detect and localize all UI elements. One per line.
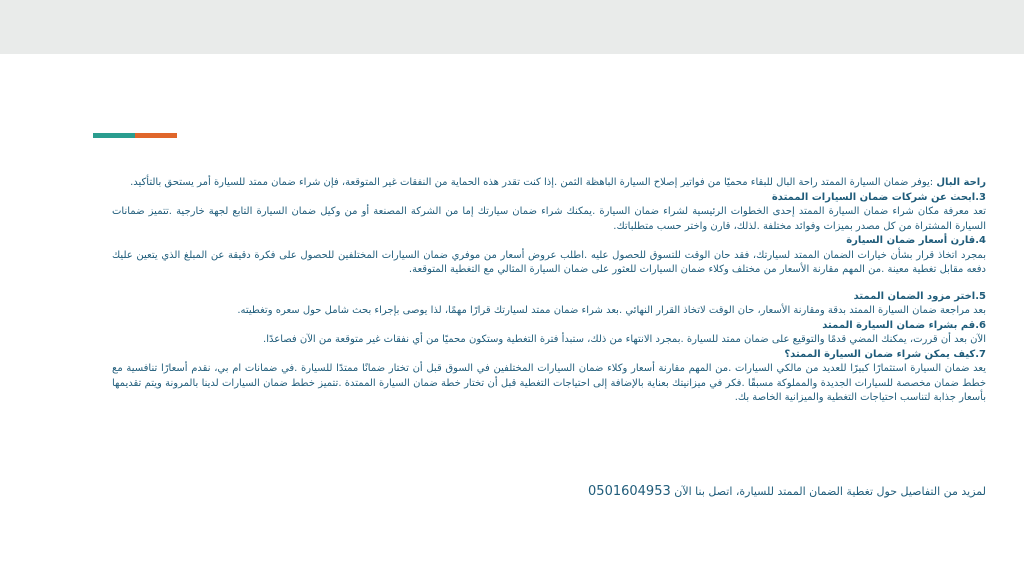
contact-line: [112, 484, 986, 500]
section-3-heading: 3.ابحث عن شركات ضمان السيارات الممتدة: [771, 191, 986, 203]
section-7-heading: 7.كيف يمكن شراء ضمان السيارة الممتد؟: [784, 348, 986, 360]
intro-paragraph: [112, 176, 986, 191]
section-7-text: يعد ضمان السيارة استثمارًا كبيرًا للعديد من مالكي السيارات .من المهم مقارنة أسعار وكلاء ضمان السيارات المختلفين في السوق قبل أن تختار ضمانًا ممتدًا للسيارة .في ضمانات ام بي، نقدم أسعارًا تنافسية مع خطط ضمان مخصصة للسيارات الجديدة والمملوكة مسبقًا .فكر في ميزانيتك بعناية بالإضافة إلى احتياجات التغطية قبل أن تختار خطة ضمان السيارة الممتدة .تتميز خطط ضمان السيارات لدينا بالمرونة ويتم تقديمها بأسعار جذابة لتناسب احتياجات التغطية والميزانية الخاصة بك.: [112, 363, 986, 403]
section-4-heading: 4.قارن أسعار ضمان السيارة: [846, 235, 986, 246]
section-6-heading: 6.قم بشراء ضمان السيارة الممتد: [822, 319, 986, 331]
section-5-heading: 5.اختر مزود الضمان الممتد: [853, 290, 986, 302]
intro-text: :يوفر ضمان السيارة الممتد راحة البال للبقاء محميًا من فواتير إصلاح السيارة الباهظة الثمن .إذا كنت تقدر هذه الحماية من النفقات غير المتوقعة، فإن شراء ضمان ممتد للسيارة أمر يستحق بالتأكيد.: [130, 177, 934, 188]
contact-text: لمزيد من التفاصيل حول تغطية الضمان الممتد للسيارة، اتصل بنا الآن: [674, 485, 986, 498]
phone-number[interactable]: 0501604953: [588, 484, 671, 499]
paragraph-spacer: [112, 278, 986, 290]
accent-teal-bar: [93, 133, 135, 138]
section-4-text: بمجرد اتخاذ قرار بشأن خيارات الضمان الممتد لسيارتك، فقد حان الوقت للتسوق للحصول عليه .اطلب عروض أسعار من موفري ضمان السيارات المختلفين للحصول على فكرة دقيقة عن المبلغ الذي يتعين عليك دفعه مقابل تغطية معينة .من المهم مقارنة الأسعار من مختلف وكلاء ضمان السيارات للعثور على ضمان السيارة المثالي مع التغطية المتوقعة.: [112, 249, 986, 275]
accent-divider: [93, 133, 177, 138]
section-6-text: الآن بعد أن قررت، يمكنك المضي قدمًا والتوقيع على ضمان ممتد للسيارة .بمجرد الانتهاء من ذلك، ستبدأ فترة التغطية وستكون محميًا من أي نفقات غير متوقعة من الآن فصاعدًا.: [263, 334, 986, 345]
top-band: [0, 0, 1024, 54]
accent-orange-bar: [135, 133, 177, 138]
section-5-text: بعد مراجعة ضمان السيارة الممتد بدقة ومقارنة الأسعار، حان الوقت لاتخاذ القرار النهائي .بعد شراء ضمان ممتد لسيارتك قرارًا مهمًا، لذا يوصى بإجراء بحث شامل حول سعره وتغطيته.: [237, 305, 986, 316]
section-3-text: تعد معرفة مكان شراء ضمان السيارة الممتد إحدى الخطوات الرئيسية لشراء ضمان السيارة .يمكنك شراء ضمان سيارتك إما من الشركة المصنعة أو من وكيل ضمان السيارة التابع لجهة خارجية .تتميز ضمانات السيارة المشتراة من كل مصدر بميزات وفوائد مختلفة .لذلك، قارن واختر حسب متطلباتك.: [112, 206, 986, 232]
intro-label: راحة البال: [936, 177, 986, 188]
article-body: [112, 176, 986, 406]
